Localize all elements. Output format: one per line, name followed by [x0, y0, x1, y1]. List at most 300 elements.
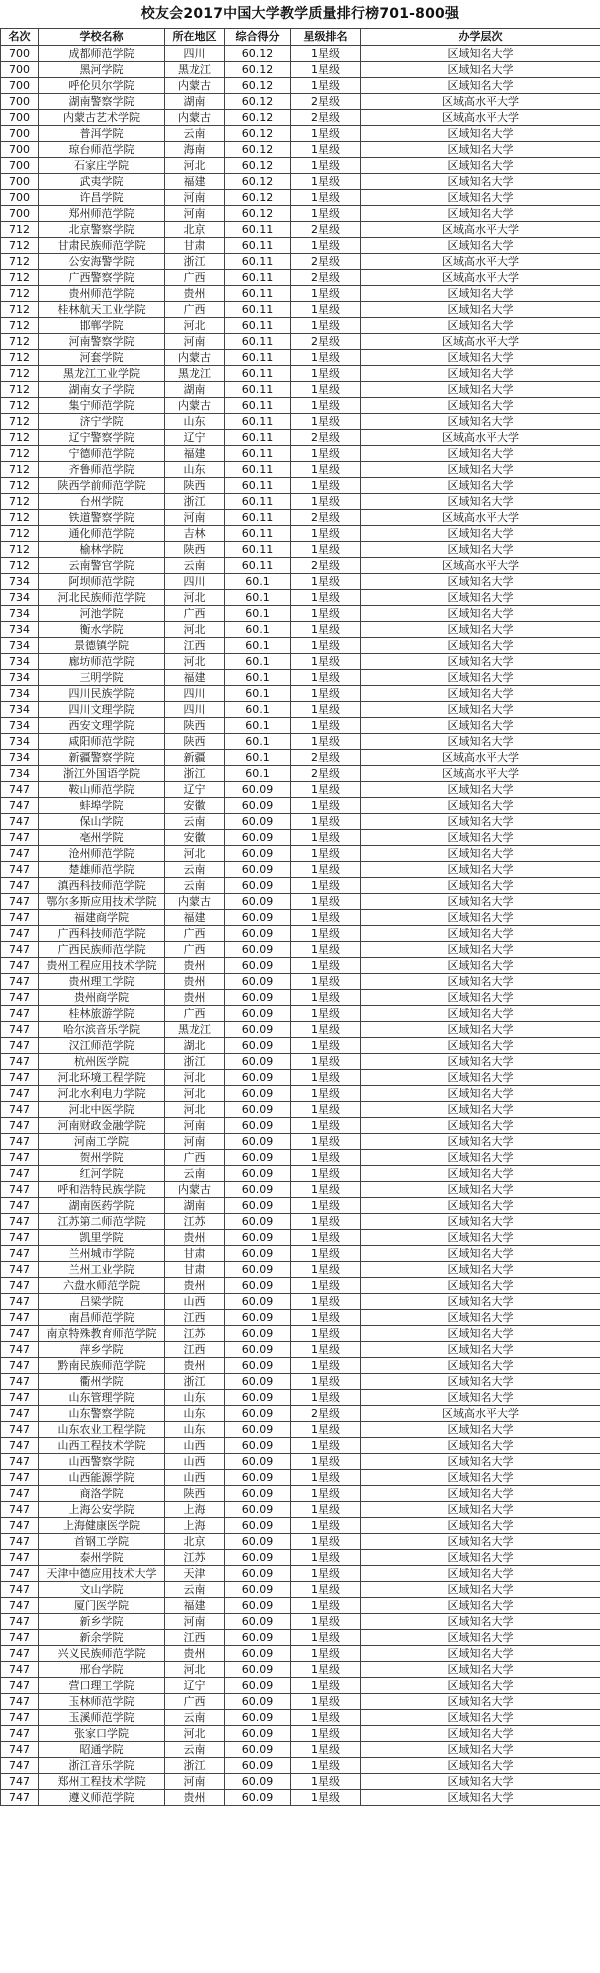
school-name-cell: 许昌学院: [39, 190, 165, 206]
table-row: [1, 286, 600, 302]
school-name-cell: 辽宁警察学院: [39, 430, 165, 446]
region-cell: 贵州: [165, 286, 225, 302]
star-rank-cell: 1星级: [291, 798, 361, 814]
region-cell: 陕西: [165, 734, 225, 750]
level-cell: 区域知名大学: [361, 990, 600, 1006]
level-cell: 区域知名大学: [361, 1326, 600, 1342]
level-cell: 区域知名大学: [361, 302, 600, 318]
school-name-cell: 集宁师范学院: [39, 398, 165, 414]
region-cell: 河南: [165, 510, 225, 526]
region-cell: 山东: [165, 414, 225, 430]
level-cell: 区域知名大学: [361, 1742, 600, 1758]
region-cell: 陕西: [165, 542, 225, 558]
rank-cell: 747: [1, 1534, 39, 1550]
level-cell: 区域知名大学: [361, 606, 600, 622]
rank-cell: 747: [1, 1758, 39, 1774]
school-name-cell: 山西工程技术学院: [39, 1438, 165, 1454]
score-cell: 60.09: [225, 1214, 291, 1230]
score-cell: 60.09: [225, 846, 291, 862]
score-cell: 60.11: [225, 430, 291, 446]
region-cell: 新疆: [165, 750, 225, 766]
table-row: [1, 1198, 600, 1214]
region-cell: 云南: [165, 1710, 225, 1726]
school-name-cell: 首钢工学院: [39, 1534, 165, 1550]
school-name-cell: 蚌埠学院: [39, 798, 165, 814]
star-rank-cell: 1星级: [291, 926, 361, 942]
star-rank-cell: 1星级: [291, 638, 361, 654]
star-rank-cell: 1星级: [291, 350, 361, 366]
region-cell: 湖南: [165, 1198, 225, 1214]
rank-cell: 747: [1, 814, 39, 830]
star-rank-cell: 1星级: [291, 1438, 361, 1454]
star-rank-cell: 2星级: [291, 750, 361, 766]
table-row: [1, 654, 600, 670]
rank-cell: 747: [1, 798, 39, 814]
level-cell: 区域知名大学: [361, 1278, 600, 1294]
score-cell: 60.09: [225, 1022, 291, 1038]
table-row: [1, 542, 600, 558]
region-cell: 河南: [165, 190, 225, 206]
score-cell: 60.11: [225, 302, 291, 318]
region-cell: 贵州: [165, 974, 225, 990]
rank-cell: 712: [1, 446, 39, 462]
score-cell: 60.11: [225, 478, 291, 494]
level-cell: 区域知名大学: [361, 1726, 600, 1742]
region-cell: 云南: [165, 1742, 225, 1758]
rank-cell: 747: [1, 1294, 39, 1310]
score-cell: 60.11: [225, 558, 291, 574]
star-rank-cell: 2星级: [291, 110, 361, 126]
region-cell: 河南: [165, 1774, 225, 1790]
ranking-table: [0, 28, 600, 1806]
level-cell: 区域知名大学: [361, 702, 600, 718]
score-cell: 60.09: [225, 814, 291, 830]
rank-cell: 747: [1, 1326, 39, 1342]
school-name-cell: 张家口学院: [39, 1726, 165, 1742]
score-cell: 60.09: [225, 1390, 291, 1406]
score-cell: 60.09: [225, 862, 291, 878]
level-cell: 区域知名大学: [361, 46, 600, 62]
school-name-cell: 济宁学院: [39, 414, 165, 430]
school-name-cell: 兰州工业学院: [39, 1262, 165, 1278]
level-cell: 区域知名大学: [361, 1566, 600, 1582]
rank-cell: 747: [1, 1486, 39, 1502]
star-rank-cell: 1星级: [291, 1598, 361, 1614]
school-name-cell: 黔南民族师范学院: [39, 1358, 165, 1374]
score-cell: 60.11: [225, 510, 291, 526]
level-cell: 区域知名大学: [361, 814, 600, 830]
table-row: [1, 558, 600, 574]
level-cell: 区域知名大学: [361, 1774, 600, 1790]
region-cell: 贵州: [165, 1230, 225, 1246]
score-cell: 60.09: [225, 1486, 291, 1502]
star-rank-cell: 1星级: [291, 446, 361, 462]
school-name-cell: 湖南医药学院: [39, 1198, 165, 1214]
school-name-cell: 武夷学院: [39, 174, 165, 190]
score-cell: 60.09: [225, 1006, 291, 1022]
region-cell: 黑龙江: [165, 366, 225, 382]
table-row: [1, 670, 600, 686]
score-cell: 60.1: [225, 686, 291, 702]
rank-cell: 712: [1, 414, 39, 430]
rank-cell: 700: [1, 78, 39, 94]
table-row: [1, 958, 600, 974]
score-cell: 60.09: [225, 926, 291, 942]
level-cell: 区域高水平大学: [361, 430, 600, 446]
level-cell: 区域高水平大学: [361, 254, 600, 270]
score-cell: 60.11: [225, 270, 291, 286]
score-cell: 60.1: [225, 734, 291, 750]
school-name-cell: 江苏第二师范学院: [39, 1214, 165, 1230]
score-cell: 60.09: [225, 1550, 291, 1566]
table-row: [1, 1070, 600, 1086]
score-cell: 60.11: [225, 526, 291, 542]
level-cell: 区域知名大学: [361, 1678, 600, 1694]
table-row: [1, 1054, 600, 1070]
score-cell: 60.09: [225, 1118, 291, 1134]
rank-cell: 734: [1, 686, 39, 702]
level-cell: 区域知名大学: [361, 798, 600, 814]
rank-cell: 747: [1, 942, 39, 958]
region-cell: 天津: [165, 1566, 225, 1582]
school-name-cell: 浙江外国语学院: [39, 766, 165, 782]
region-cell: 内蒙古: [165, 398, 225, 414]
rank-cell: 747: [1, 1070, 39, 1086]
score-cell: 60.12: [225, 94, 291, 110]
star-rank-cell: 1星级: [291, 1726, 361, 1742]
region-cell: 河北: [165, 1102, 225, 1118]
table-row: [1, 206, 600, 222]
level-cell: 区域知名大学: [361, 974, 600, 990]
rank-cell: 712: [1, 254, 39, 270]
level-cell: 区域知名大学: [361, 942, 600, 958]
level-cell: 区域知名大学: [361, 1550, 600, 1566]
rank-cell: 712: [1, 366, 39, 382]
rank-cell: 712: [1, 478, 39, 494]
star-rank-cell: 1星级: [291, 1022, 361, 1038]
rank-cell: 700: [1, 94, 39, 110]
score-cell: 60.09: [225, 1534, 291, 1550]
level-cell: 区域知名大学: [361, 1070, 600, 1086]
region-cell: 贵州: [165, 1646, 225, 1662]
table-row: [1, 830, 600, 846]
school-name-cell: 四川民族学院: [39, 686, 165, 702]
region-cell: 海南: [165, 142, 225, 158]
rank-cell: 712: [1, 222, 39, 238]
rank-cell: 700: [1, 126, 39, 142]
rank-cell: 747: [1, 1726, 39, 1742]
region-cell: 陕西: [165, 718, 225, 734]
star-rank-cell: 1星级: [291, 590, 361, 606]
school-name-cell: 四川文理学院: [39, 702, 165, 718]
rank-cell: 747: [1, 926, 39, 942]
table-row: [1, 94, 600, 110]
level-cell: 区域高水平大学: [361, 766, 600, 782]
table-row: [1, 1646, 600, 1662]
region-cell: 江苏: [165, 1550, 225, 1566]
star-rank-cell: 1星级: [291, 654, 361, 670]
level-cell: 区域知名大学: [361, 1038, 600, 1054]
school-name-cell: 邯郸学院: [39, 318, 165, 334]
school-name-cell: 山东农业工程学院: [39, 1422, 165, 1438]
level-cell: 区域知名大学: [361, 590, 600, 606]
score-cell: 60.09: [225, 1694, 291, 1710]
school-name-cell: 广西民族师范学院: [39, 942, 165, 958]
star-rank-cell: 2星级: [291, 334, 361, 350]
school-name-cell: 广西警察学院: [39, 270, 165, 286]
rank-cell: 734: [1, 750, 39, 766]
region-cell: 云南: [165, 1582, 225, 1598]
school-name-cell: 湖南警察学院: [39, 94, 165, 110]
star-rank-cell: 1星级: [291, 814, 361, 830]
level-cell: 区域知名大学: [361, 894, 600, 910]
table-row: [1, 750, 600, 766]
table-row: [1, 766, 600, 782]
table-row: [1, 862, 600, 878]
level-cell: 区域知名大学: [361, 62, 600, 78]
school-name-cell: 杭州医学院: [39, 1054, 165, 1070]
school-name-cell: 河池学院: [39, 606, 165, 622]
score-cell: 60.11: [225, 334, 291, 350]
level-cell: 区域知名大学: [361, 782, 600, 798]
table-row: [1, 1726, 600, 1742]
star-rank-cell: 1星级: [291, 478, 361, 494]
school-name-cell: 西安文理学院: [39, 718, 165, 734]
score-cell: 60.12: [225, 174, 291, 190]
table-row: [1, 590, 600, 606]
level-cell: 区域知名大学: [361, 1454, 600, 1470]
region-cell: 黑龙江: [165, 1022, 225, 1038]
school-name-cell: 齐鲁师范学院: [39, 462, 165, 478]
table-row: [1, 1118, 600, 1134]
region-cell: 云南: [165, 558, 225, 574]
region-cell: 山西: [165, 1454, 225, 1470]
rank-cell: 747: [1, 1006, 39, 1022]
school-name-cell: 内蒙古艺术学院: [39, 110, 165, 126]
level-cell: 区域知名大学: [361, 158, 600, 174]
region-cell: 四川: [165, 46, 225, 62]
score-cell: 60.09: [225, 1230, 291, 1246]
level-cell: 区域高水平大学: [361, 222, 600, 238]
level-cell: 区域知名大学: [361, 1022, 600, 1038]
school-name-cell: 遵义师范学院: [39, 1790, 165, 1806]
school-name-cell: 三明学院: [39, 670, 165, 686]
star-rank-cell: 1星级: [291, 1214, 361, 1230]
score-cell: 60.09: [225, 878, 291, 894]
score-cell: 60.09: [225, 1310, 291, 1326]
table-row: [1, 494, 600, 510]
rank-cell: 712: [1, 286, 39, 302]
school-name-cell: 贵州理工学院: [39, 974, 165, 990]
rank-cell: 747: [1, 1502, 39, 1518]
star-rank-cell: 1星级: [291, 1118, 361, 1134]
score-cell: 60.09: [225, 1422, 291, 1438]
rank-cell: 712: [1, 318, 39, 334]
score-cell: 60.09: [225, 1518, 291, 1534]
level-cell: 区域知名大学: [361, 846, 600, 862]
region-cell: 上海: [165, 1518, 225, 1534]
level-cell: 区域高水平大学: [361, 510, 600, 526]
region-cell: 福建: [165, 670, 225, 686]
level-cell: 区域高水平大学: [361, 558, 600, 574]
table-row: [1, 1374, 600, 1390]
star-rank-cell: 1星级: [291, 1774, 361, 1790]
region-cell: 四川: [165, 686, 225, 702]
score-cell: 60.09: [225, 1134, 291, 1150]
region-cell: 浙江: [165, 254, 225, 270]
level-cell: 区域知名大学: [361, 670, 600, 686]
level-cell: 区域知名大学: [361, 926, 600, 942]
table-row: [1, 718, 600, 734]
score-cell: 60.09: [225, 1582, 291, 1598]
rank-cell: 747: [1, 1662, 39, 1678]
table-row: [1, 894, 600, 910]
star-rank-cell: 1星级: [291, 1230, 361, 1246]
star-rank-cell: 1星级: [291, 526, 361, 542]
region-cell: 贵州: [165, 1358, 225, 1374]
score-cell: 60.12: [225, 190, 291, 206]
level-cell: 区域知名大学: [361, 446, 600, 462]
rank-cell: 712: [1, 270, 39, 286]
table-row: [1, 238, 600, 254]
rank-cell: 734: [1, 654, 39, 670]
star-rank-cell: 1星级: [291, 1246, 361, 1262]
table-row: [1, 878, 600, 894]
rank-cell: 747: [1, 846, 39, 862]
level-cell: 区域知名大学: [361, 1646, 600, 1662]
score-cell: 60.11: [225, 350, 291, 366]
table-row: [1, 1182, 600, 1198]
school-name-cell: 河北环境工程学院: [39, 1070, 165, 1086]
level-cell: 区域知名大学: [361, 526, 600, 542]
region-cell: 河南: [165, 1134, 225, 1150]
region-cell: 山东: [165, 1422, 225, 1438]
level-cell: 区域高水平大学: [361, 334, 600, 350]
score-cell: 60.09: [225, 958, 291, 974]
star-rank-cell: 1星级: [291, 1518, 361, 1534]
school-name-cell: 滇西科技师范学院: [39, 878, 165, 894]
table-row: [1, 1358, 600, 1374]
score-cell: 60.09: [225, 1454, 291, 1470]
region-cell: 贵州: [165, 1278, 225, 1294]
table-row: [1, 1694, 600, 1710]
star-rank-cell: 1星级: [291, 1166, 361, 1182]
table-row: [1, 814, 600, 830]
level-cell: 区域知名大学: [361, 318, 600, 334]
star-rank-cell: 2星级: [291, 430, 361, 446]
star-rank-cell: 1星级: [291, 830, 361, 846]
level-cell: 区域知名大学: [361, 1294, 600, 1310]
rank-cell: 747: [1, 1054, 39, 1070]
level-cell: 区域知名大学: [361, 494, 600, 510]
region-cell: 广西: [165, 302, 225, 318]
school-name-cell: 六盘水师范学院: [39, 1278, 165, 1294]
rank-cell: 734: [1, 574, 39, 590]
region-cell: 广西: [165, 926, 225, 942]
star-rank-cell: 1星级: [291, 1294, 361, 1310]
school-name-cell: 湖南女子学院: [39, 382, 165, 398]
level-cell: 区域知名大学: [361, 1118, 600, 1134]
score-cell: 60.09: [225, 1262, 291, 1278]
table-row: [1, 974, 600, 990]
star-rank-cell: 1星级: [291, 414, 361, 430]
region-cell: 浙江: [165, 1374, 225, 1390]
table-row: [1, 78, 600, 94]
star-rank-cell: 1星级: [291, 62, 361, 78]
star-rank-cell: 1星级: [291, 1198, 361, 1214]
school-name-cell: 沧州师范学院: [39, 846, 165, 862]
table-row: [1, 526, 600, 542]
table-row: [1, 1278, 600, 1294]
rank-cell: 747: [1, 910, 39, 926]
header-level: 办学层次: [361, 29, 600, 46]
score-cell: 60.11: [225, 366, 291, 382]
rank-cell: 747: [1, 1262, 39, 1278]
rank-cell: 747: [1, 862, 39, 878]
level-cell: 区域知名大学: [361, 126, 600, 142]
table-row: [1, 1310, 600, 1326]
region-cell: 福建: [165, 446, 225, 462]
star-rank-cell: 1星级: [291, 574, 361, 590]
level-cell: 区域知名大学: [361, 1614, 600, 1630]
star-rank-cell: 1星级: [291, 702, 361, 718]
score-cell: 60.1: [225, 654, 291, 670]
school-name-cell: 石家庄学院: [39, 158, 165, 174]
star-rank-cell: 1星级: [291, 382, 361, 398]
table-row: [1, 686, 600, 702]
score-cell: 60.09: [225, 1662, 291, 1678]
table-row: [1, 174, 600, 190]
region-cell: 四川: [165, 702, 225, 718]
school-name-cell: 郑州工程技术学院: [39, 1774, 165, 1790]
table-row: [1, 798, 600, 814]
star-rank-cell: 1星级: [291, 1374, 361, 1390]
rank-cell: 747: [1, 1566, 39, 1582]
rank-cell: 712: [1, 542, 39, 558]
rank-cell: 712: [1, 350, 39, 366]
level-cell: 区域知名大学: [361, 382, 600, 398]
score-cell: 60.09: [225, 1102, 291, 1118]
table-row: [1, 734, 600, 750]
table-row: [1, 302, 600, 318]
rank-cell: 747: [1, 1134, 39, 1150]
rank-cell: 700: [1, 110, 39, 126]
table-row: [1, 1662, 600, 1678]
table-row: [1, 1342, 600, 1358]
region-cell: 江西: [165, 638, 225, 654]
region-cell: 四川: [165, 574, 225, 590]
table-row: [1, 414, 600, 430]
region-cell: 甘肃: [165, 1262, 225, 1278]
star-rank-cell: 1星级: [291, 1710, 361, 1726]
level-cell: 区域知名大学: [361, 190, 600, 206]
region-cell: 河北: [165, 622, 225, 638]
region-cell: 河北: [165, 846, 225, 862]
level-cell: 区域知名大学: [361, 958, 600, 974]
table-row: [1, 190, 600, 206]
level-cell: 区域知名大学: [361, 1150, 600, 1166]
star-rank-cell: 1星级: [291, 1646, 361, 1662]
star-rank-cell: 1星级: [291, 606, 361, 622]
table-row: [1, 446, 600, 462]
rank-cell: 747: [1, 1694, 39, 1710]
level-cell: 区域知名大学: [361, 1534, 600, 1550]
rank-cell: 747: [1, 782, 39, 798]
rank-cell: 747: [1, 1390, 39, 1406]
table-row: [1, 510, 600, 526]
table-row: [1, 1486, 600, 1502]
school-name-cell: 贵州工程应用技术学院: [39, 958, 165, 974]
